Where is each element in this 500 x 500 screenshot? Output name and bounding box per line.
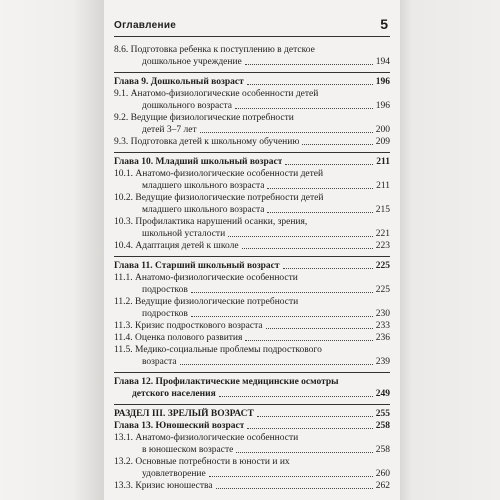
entry-title: Подготовка детей к школьному обучению [130,137,300,147]
entry-page: 211 [376,181,390,191]
entry-page: 194 [375,57,390,67]
toc-entry-13-1 [114,432,390,444]
toc-chapter-12-cont [114,388,390,400]
entry-title: Анатомо-физиологические особенности [135,273,298,283]
entry-number: 10.2. [114,193,133,203]
entry-title: Адаптация детей к школе [135,241,239,251]
entry-title: Основные потребности в юности и их [135,457,290,467]
chapter-page: 196 [375,77,390,87]
leader-dots [267,212,372,213]
toc-entry-11-5-cont [114,356,390,368]
entry-number: 13.3. [114,481,133,491]
leader-dots [235,108,373,109]
entry-number: 10.1. [114,169,133,179]
entry-title: Кризис юношества [135,481,213,491]
toc-entry-13-2-cont [114,468,390,480]
entry-title: Оценка полового развития [135,333,243,343]
entry-page: 223 [375,241,390,251]
toc-entry-11-2-cont [114,308,390,320]
toc-entry-10-2 [114,192,390,204]
leader-dots [302,144,372,145]
entry-title: Профилактика нарушений осанки, зрения, [135,217,308,227]
entry-number: 8.6. [114,45,129,55]
entry-title: Медико-социальные проблемы подросткового [135,345,322,355]
entry-number: 11.5. [114,345,133,355]
leader-dots [267,188,373,189]
toc-entry-11-3 [114,320,390,332]
entry-title: Подготовка ребенка к поступлению в детское [130,45,315,55]
toc-entry-11-4 [114,332,390,344]
entry-page: 221 [375,229,390,239]
table-of-contents [114,44,390,492]
leader-dots [242,248,373,249]
entry-number: 10.4. [114,241,133,251]
chapter-title: Глава 11. Старший школьный возраст [114,261,280,271]
entry-number: 11.3. [114,321,133,331]
entry-title: Ведущие физиологические потребности [130,113,294,123]
entry-title: Кризис подросткового возраста [135,321,263,331]
leader-dots [245,340,372,341]
entry-title-continued: возраста [142,357,177,367]
entry-number: 13.2. [114,457,133,467]
toc-section-10 [114,152,390,252]
entry-title-continued: подростков [142,285,188,295]
chapter-title: Глава 13. Юношеский возраст [114,421,245,431]
toc-chapter-10 [114,156,390,168]
toc-entry-9-1-cont [114,100,390,112]
entry-title: Ведущие физиологические потребности [135,297,299,307]
chapter-page: 211 [376,157,390,167]
entry-page: 239 [375,357,390,367]
toc-entry-13-3 [114,480,390,492]
part-page: 255 [375,409,390,419]
leader-dots [236,452,372,453]
entry-number: 11.2. [114,297,133,307]
entry-title-continued: детей 3–7 лет [142,125,197,135]
header-title: Оглавление [114,20,177,31]
leader-dots [180,364,373,365]
leader-dots [257,416,373,417]
leader-dots [228,236,373,237]
entry-page: 262 [375,481,390,491]
leader-dots [219,396,373,397]
entry-number: 11.1. [114,273,133,283]
toc-entry-9-2-cont [114,124,390,136]
toc-entry-11-1 [114,272,390,284]
chapter-title: Глава 12. Профилактические медицинские осмотры [114,377,339,387]
leader-dots [191,292,373,293]
toc-entry-10-1 [114,168,390,180]
entry-title-continued: в юношеском возрасте [142,445,234,455]
entry-title: Анатомо-физиологические особенности детей [135,169,324,179]
leader-dots [247,428,372,429]
toc-entry-13-1-cont [114,444,390,456]
toc-entry-11-2 [114,296,390,308]
entry-title-continued: подростков [142,309,188,319]
entry-page: 200 [375,125,390,135]
leader-dots [247,84,373,85]
leader-dots [216,488,373,489]
chapter-page: 225 [375,261,390,271]
page-header [114,14,390,37]
left-page-edge [0,0,104,500]
entry-number: 13.1. [114,433,133,443]
toc-section-12 [114,372,390,400]
toc-section-part3 [114,404,390,492]
entry-title-continued: школьной усталости [142,229,226,239]
leader-dots [285,164,373,165]
entry-title-continued: удовлетворение [142,469,206,479]
page-number: 5 [380,16,388,32]
toc-entry-10-2-cont [114,204,390,216]
leader-dots [266,328,373,329]
leader-dots [200,132,373,133]
toc-part-3 [114,408,390,420]
chapter-page: 258 [375,421,390,431]
entry-number: 9.3. [114,137,129,147]
entry-page: 260 [375,469,390,479]
entry-page: 258 [375,445,390,455]
entry-page: 225 [375,285,390,295]
entry-page: 209 [375,137,390,147]
entry-title: Анатомо-физиологические особенности [135,433,299,443]
toc-entry-10-3-cont [114,228,390,240]
toc-chapter-12 [114,376,390,388]
toc-section-11 [114,256,390,368]
chapter-title: Глава 9. Дошкольный возраст [114,77,244,87]
toc-entry-10-4 [114,240,390,252]
entry-number: 11.4. [114,333,133,343]
leader-dots [209,476,373,477]
entry-page: 236 [375,333,390,343]
entry-title: Ведущие физиологические потребности детей [135,193,324,203]
entry-title-continued: младшего школьного возраста [142,181,265,191]
toc-entry-9-2 [114,112,390,124]
toc-entry-8-6-cont [114,56,390,68]
entry-title: Анатомо-физиологические особенности детей [130,89,319,99]
toc-section-9 [114,72,390,148]
chapter-title-continued: детского населения [132,389,216,399]
part-title: РАЗДЕЛ III. ЗРЕЛЫЙ ВОЗРАСТ [114,409,254,419]
leader-dots [245,64,373,65]
entry-page: 230 [375,309,390,319]
entry-page: 233 [375,321,390,331]
toc-chapter-11 [114,260,390,272]
entry-title-continued: дошкольное учреждение [142,57,242,67]
entry-number: 9.1. [114,89,129,99]
entry-page: 196 [375,101,390,111]
entry-number: 9.2. [114,113,129,123]
leader-dots [283,268,373,269]
toc-entry-13-2 [114,456,390,468]
entry-title-continued: дошкольного возраста [142,101,232,111]
right-page-edge [400,0,500,500]
leader-dots [191,316,373,317]
toc-chapter-13 [114,420,390,432]
toc-entry-10-1-cont [114,180,390,192]
toc-entry-11-1-cont [114,284,390,296]
toc-entry-9-1 [114,88,390,100]
chapter-title: Глава 10. Младший школьный возраст [114,157,283,167]
toc-entry-9-3 [114,136,390,148]
chapter-page: 249 [375,389,390,399]
toc-chapter-9 [114,76,390,88]
entry-title-continued: младшего школьного возраста [142,205,265,215]
toc-entry-8-6 [114,44,390,56]
toc-entry-11-5 [114,344,390,356]
toc-entry-10-3 [114,216,390,228]
entry-number: 10.3. [114,217,133,227]
toc-section-8 [114,44,390,68]
entry-page: 215 [375,205,390,215]
